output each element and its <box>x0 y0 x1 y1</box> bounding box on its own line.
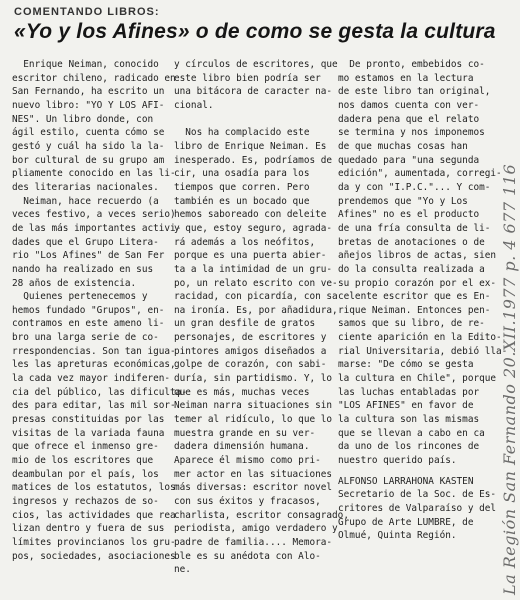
author-name: ALFONSO LARRAHONA KASTEN <box>338 475 474 487</box>
text-line: que es más, muchas veces <box>174 386 310 398</box>
author-signature <box>338 475 497 543</box>
text-line: cional. <box>174 99 214 111</box>
text-line: pos, sociedades, asociaciones <box>12 550 176 562</box>
text-line: cir, una osadía para los <box>174 168 310 180</box>
handwritten-annotation: La Región San Fernando 20.XII.1977 p. 4 677 116 <box>500 163 519 595</box>
text-line: tiempos que corren. Pero <box>174 181 310 193</box>
text-line: de una fría consulta de li- <box>338 222 491 234</box>
text-line: edición", aumentada, corregi- <box>338 168 502 180</box>
text-line: des para editar, las mil sor- <box>12 400 176 412</box>
text-line: temer al ridículo, lo que lo <box>174 414 333 426</box>
text-line: libro de Enrique Neiman. Es <box>174 140 327 152</box>
article-column-3 <box>338 58 508 543</box>
author-credential-line: critores de Valparaíso y del <box>338 503 497 514</box>
text-line: cia del público, las dificulta- <box>12 386 187 398</box>
text-line: na ironía. Es, por añadidura, <box>174 304 338 316</box>
text-line: padre de familia.... Memora- <box>174 536 333 548</box>
text-line: presas constituidas por las <box>12 414 165 426</box>
text-line: quedado para "una segunda <box>338 154 480 166</box>
text-line: personajes, de escritores y <box>174 332 327 344</box>
text-line: bor cultural de su grupo am <box>12 154 165 166</box>
text-line: ble es su anédota con Alo- <box>174 550 321 562</box>
text-line: contramos en este ameno li- <box>12 318 165 330</box>
text-line: con sus éxitos y fracasos, <box>174 496 321 507</box>
text-line: ingresos y rechazos de so- <box>12 496 159 507</box>
text-line: nuestro querido país. <box>338 455 457 467</box>
text-line: do la consulta realizada a <box>338 263 485 275</box>
text-line: marse: "De cómo se gesta <box>338 359 474 371</box>
text-line: rrespondencias. Son tan igua- <box>12 345 176 357</box>
text-line: rio "Los Afines" de San Fer <box>12 250 165 262</box>
text-line: Afines" no es el producto <box>338 209 480 221</box>
author-credential-line: Grupo de Arte LUMBRE, de <box>338 516 474 528</box>
text-line: este libro bien podría ser <box>174 72 321 84</box>
text-line: Quienes pertenecemos y <box>12 291 148 303</box>
article-headline: «Yo y los Afines» o de como se gesta la cultura <box>14 20 496 43</box>
text-line: racidad, con picardía, con sa <box>174 291 338 303</box>
text-line: añejos libros de actas, sien <box>338 250 497 262</box>
text-line: rá además a los neófitos, <box>174 236 316 248</box>
article-column-2 <box>174 58 349 577</box>
text-line: mio de los escritores que <box>12 455 154 467</box>
text-line: prendemos que "Yo y Los <box>338 195 468 207</box>
text-line: charlista, escritor consagrado, <box>174 509 349 521</box>
article-column-1 <box>12 58 187 563</box>
text-line: límites provincianos los gru- <box>12 536 176 548</box>
text-line: se termina y nos imponemos <box>338 127 485 139</box>
text-line: les las apreturas económicas, <box>12 359 176 371</box>
text-line: su propio corazón por el ex- <box>338 277 497 289</box>
text-line: Aparece él mismo como pri- <box>174 455 321 467</box>
text-line: de las más importantes activi- <box>12 222 182 234</box>
text-line: también es un bocado que <box>174 195 310 207</box>
text-line: samos que su libro, de re- <box>338 318 485 330</box>
text-line: rique Neiman. Entonces pen- <box>338 304 491 316</box>
text-line: nando ha realizado en sus <box>12 263 154 275</box>
text-line: De pronto, embebidos co- <box>338 59 485 70</box>
text-line: ta a la intimidad de un gru- <box>174 263 333 275</box>
text-line: y que, estoy seguro, agrada- <box>174 222 333 234</box>
text-line: que se llevan a cabo en ca <box>338 427 485 439</box>
text-line: ne. <box>174 564 191 576</box>
text-line: escritor chileno, radicado en <box>12 72 176 84</box>
text-line: 28 años de existencia. <box>12 277 137 289</box>
text-line: deambulan por el país, los <box>12 468 159 480</box>
text-line: mer actor en las situaciones <box>174 468 333 480</box>
text-line: dades que el Grupo Litera- <box>12 236 159 248</box>
text-line: pliamente conocido en las li- <box>12 168 176 180</box>
text-line: NES". Un libro donde, con <box>12 113 154 125</box>
text-line: bro una larga serie de co- <box>12 332 159 344</box>
text-line: que ofrece el inmenso gre- <box>12 441 159 453</box>
text-line: San Fernando, ha escrito un <box>12 86 165 98</box>
text-line: visitas de la variada fauna <box>12 427 165 439</box>
text-line: veces festivo, a veces serio) <box>12 209 176 221</box>
text-line: da y con "I.P.C."... Y com- <box>338 181 491 193</box>
text-line: la cultura en Chile", porque <box>338 373 497 385</box>
text-line: la cada vez mayor indiferen- <box>12 373 171 385</box>
text-line: hemos fundado "Grupos", en- <box>12 304 165 316</box>
text-line <box>174 113 332 127</box>
text-line: de que muchas cosas han <box>338 140 468 152</box>
text-line: dadera dimensión humana. <box>174 441 310 453</box>
text-line: hemos saboreado con deleite <box>174 209 327 221</box>
text-line: una bitácora de caracter na- <box>174 86 333 98</box>
text-line: nuevo libro: "YO Y LOS AFI- <box>12 99 165 111</box>
column-3-body <box>338 58 508 468</box>
text-line: ágil estilo, cuenta cómo se <box>12 127 165 139</box>
text-line: pintores amigos diseñados a <box>174 345 327 357</box>
text-line: muestra grande en su ver- <box>174 427 316 439</box>
text-line: las luchas entabladas por <box>338 386 480 398</box>
text-line: rial Universitaria, debió lla- <box>338 345 508 357</box>
text-line: gestó y cuál ha sido la la- <box>12 140 165 152</box>
text-line: Neiman narra situaciones sin <box>174 400 333 412</box>
text-line: duría, sin partidismo. Y, lo <box>174 373 333 385</box>
text-line: matices de los estatutos, los <box>12 482 176 494</box>
text-line: de este libro tan original, <box>338 86 491 98</box>
text-line: mo estamos en la lectura <box>338 72 474 84</box>
text-line: inesperado. Es, podríamos de <box>174 154 333 166</box>
author-credential-line: Secretario de la Soc. de Es- <box>338 489 497 501</box>
text-line: celente escritor que es En- <box>338 291 491 303</box>
text-line: po, un relato escrito con ve- <box>174 277 338 289</box>
text-line: Neiman, hace recuerdo (a <box>12 195 159 207</box>
text-line: periodista, amigo verdadero y <box>174 523 338 535</box>
text-line: bretas de anotaciones o de <box>338 236 485 248</box>
text-line: más diversas: escritor novel <box>174 482 333 494</box>
text-line: dadera pena que el relato <box>338 113 480 125</box>
text-line: un gran desfile de gratos <box>174 318 316 330</box>
text-line: porque es una puerta abier- <box>174 250 327 262</box>
text-line: Enrique Neiman, conocido <box>12 59 159 70</box>
text-line: lizan dentro y fuera de sus <box>12 523 165 535</box>
text-line: Nos ha complacido este <box>174 127 310 139</box>
text-line: cios, las actividades que rea <box>12 509 176 521</box>
text-line: da uno de los rincones de <box>338 441 480 453</box>
text-line: ciente aparición en la Edito- <box>338 332 502 344</box>
text-line: des literarias nacionales. <box>12 181 159 193</box>
author-credential-line: Olmué, Quinta Región. <box>338 530 457 542</box>
text-line: "LOS AFINES" en favor de <box>338 400 474 412</box>
section-label: COMENTANDO LIBROS: <box>14 6 160 18</box>
text-line: nos damos cuenta con ver- <box>338 99 480 111</box>
text-line: golpe de corazón, con sabi- <box>174 359 327 371</box>
text-line: y círculos de escritores, que <box>174 59 338 70</box>
text-line: la cultura son las mismas <box>338 414 480 426</box>
